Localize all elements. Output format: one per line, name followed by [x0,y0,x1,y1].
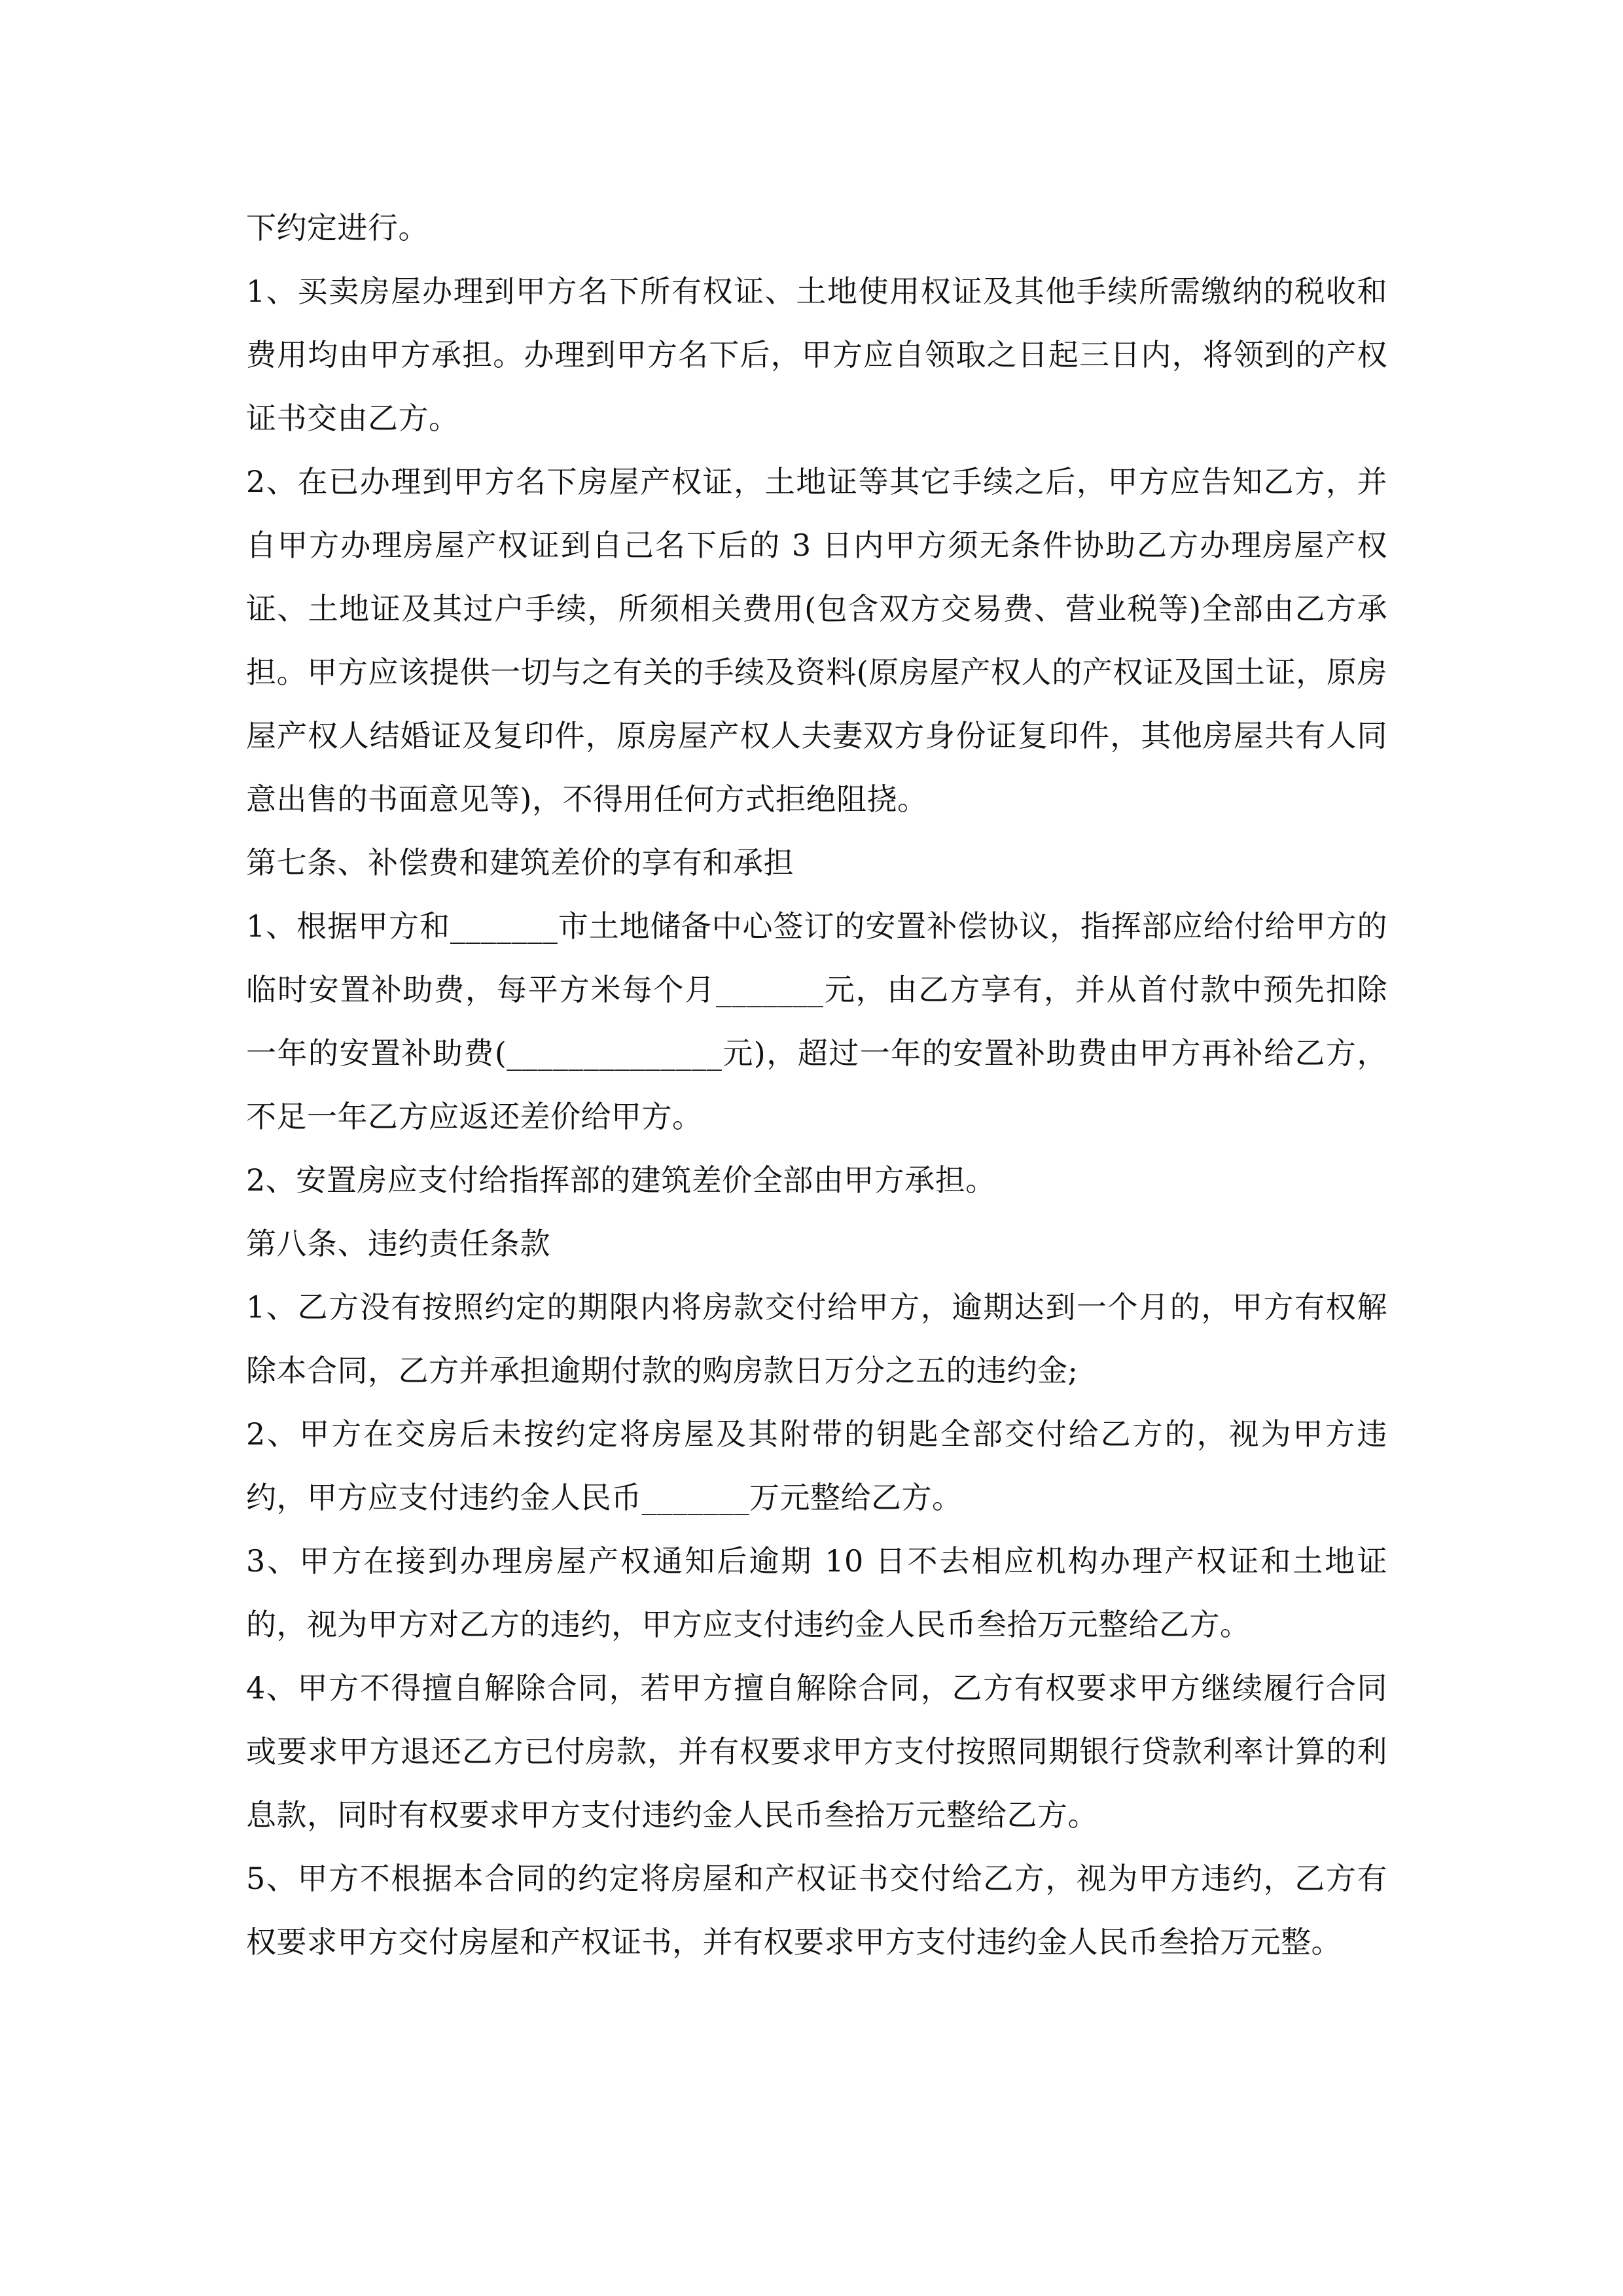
clause-8-item-3: 3、甲方在接到办理房屋产权通知后逾期 10 日不去相应机构办理产权证和土地证的，视为甲方对乙方的违约，甲方应支付违约金人民币叁拾万元整给乙方。 [246,1543,1387,1642]
clause-6-item-2: 2、在已办理到甲方名下房屋产权证，土地证等其它手续之后，甲方应告知乙方，并自甲方办理房屋产权证到自己名下后的 3 日内甲方须无条件协助乙方办理房屋产权证、土地证及其过户手续，所须相关费用(包含双方交易费、营业税等)全部由乙方承担。甲方应该提供一切与之有关的手续及资料(原房屋产权人的产权证及国土证，原房屋产权人结婚证及复印件，原房屋产权人夫妻双方身份证复印件，其他房屋共有人同意出售的书面意见等)，不得用任何方式拒绝阻挠。 [246,464,1387,817]
clause-8-item-4: 4、甲方不得擅自解除合同，若甲方擅自解除合同，乙方有权要求甲方继续履行合同或要求甲方退还乙方已付房款，并有权要求甲方支付按照同期银行贷款利率计算的利息款，同时有权要求甲方支付违约金人民币叁拾万元整给乙方。 [246,1670,1387,1833]
document-body [246,196,1387,1974]
article-7-heading: 第七条、补偿费和建筑差价的享有和承担 [246,845,794,880]
paragraph-continuation: 下约定进行。 [246,210,429,245]
article-8-heading: 第八条、违约责任条款 [246,1226,550,1261]
clause-8-item-5: 5、甲方不根据本合同的约定将房屋和产权证书交付给乙方，视为甲方违约，乙方有权要求甲方交付房屋和产权证书，并有权要求甲方支付违约金人民币叁拾万元整。 [246,1861,1387,1960]
clause-6-item-1: 1、买卖房屋办理到甲方名下所有权证、土地使用权证及其他手续所需缴纳的税收和费用均由甲方承担。办理到甲方名下后，甲方应自领取之日起三日内，将领到的产权证书交由乙方。 [246,274,1387,436]
clause-7-item-2: 2、安置房应支付给指挥部的建筑差价全部由甲方承担。 [246,1162,996,1198]
clause-8-item-1: 1、乙方没有按照约定的期限内将房款交付给甲方，逾期达到一个月的，甲方有权解除本合同，乙方并承担逾期付款的购房款日万分之五的违约金; [246,1289,1387,1388]
clause-8-item-2: 2、甲方在交房后未按约定将房屋及其附带的钥匙全部交付给乙方的，视为甲方违约，甲方应支付违约金人民币_______万元整给乙方。 [246,1416,1387,1515]
clause-7-item-1: 1、根据甲方和_______市土地储备中心签订的安置补偿协议，指挥部应给付给甲方的临时安置补助费，每平方米每个月_______元，由乙方享有，并从首付款中预先扣除一年的安置补助费(______________元)，超过一年的安置补助费由甲方再补给乙方，不足一年乙方应返还差价给甲方。 [246,908,1387,1134]
